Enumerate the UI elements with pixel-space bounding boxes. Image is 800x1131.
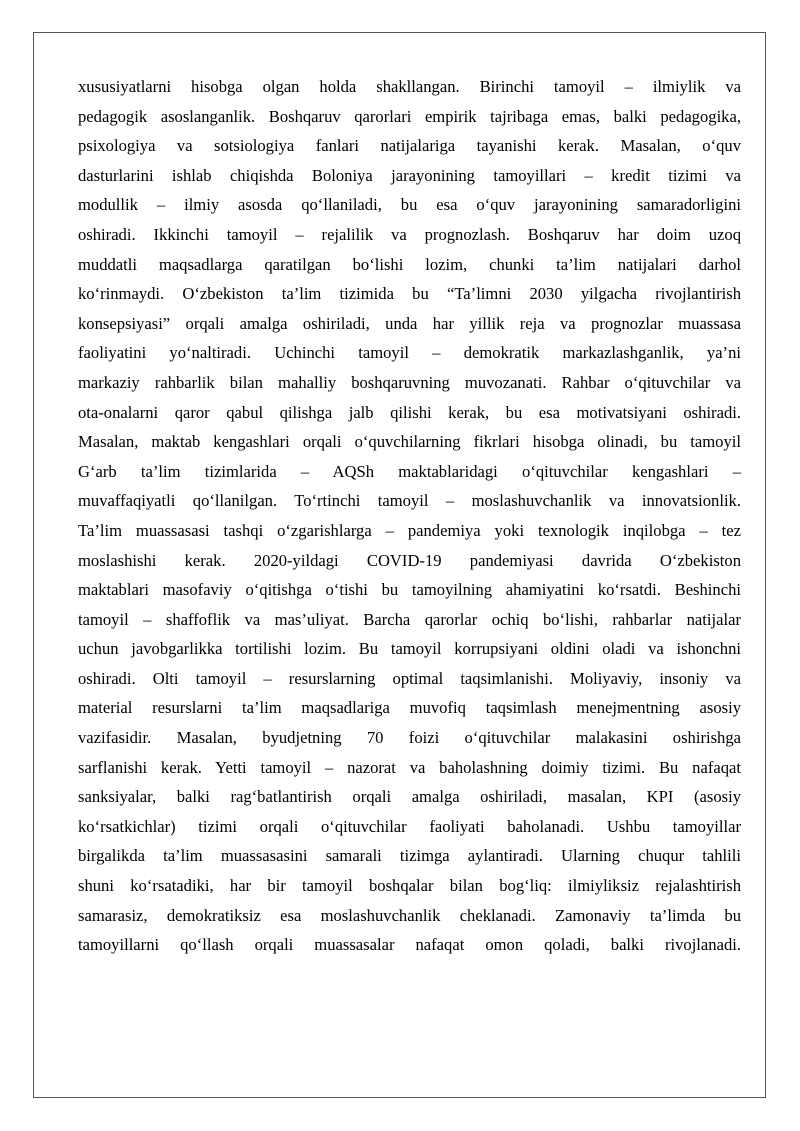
body-text — [78, 72, 741, 960]
text-line: tamoyillarni qo‘llash orqali muassasalar nafaqat omon qoladi, balki rivojlanadi. — [78, 935, 741, 955]
text-line: samarasiz, demokratiksiz esa moslashuvchanlik cheklanadi. Zamonaviy ta’limda bu — [78, 905, 741, 925]
text-line: ko‘rinmaydi. O‘zbekiston ta’lim tizimida bu “Ta’limni 2030 yilgacha rivojlantirish — [78, 284, 741, 304]
text-line: modullik – ilmiy asosda qo‘llaniladi, bu esa o‘quv jarayonining samaradorligini — [78, 195, 741, 215]
text-line: sanksiyalar, balki rag‘batlantirish orqali amalga oshiriladi, masalan, KPI (asosiy — [78, 787, 741, 807]
text-line: muvaffaqiyatli qo‘llanilgan. To‘rtinchi tamoyil – moslashuvchanlik va innovatsionlik. — [78, 491, 741, 511]
text-line: pedagogik asoslanganlik. Boshqaruv qarorlari empirik tajribaga emas, balki pedagogika, — [78, 106, 741, 126]
text-line: Masalan, maktab kengashlari orqali o‘quvchilarning fikrlari hisobga olinadi, bu tamoyil — [78, 432, 741, 452]
text-line: xususiyatlarni hisobga olgan holda shakllangan. Birinchi tamoyil – ilmiylik va — [78, 77, 741, 96]
text-line: G‘arb ta’lim tizimlarida – AQSh maktablaridagi o‘qituvchilar kengashlari – — [78, 461, 741, 481]
text-line: dasturlarini ishlab chiqishda Boloniya jarayonining tamoyillari – kredit tizimi va — [78, 165, 741, 185]
text-line: shuni ko‘rsatadiki, har bir tamoyil boshqalar bilan bog‘liq: ilmiyliksiz rejalashtirish — [78, 876, 741, 896]
text-line: uchun javobgarlikka tortilishi lozim. Bu tamoyil korrupsiyani oldini oladi va ishonchni — [78, 639, 741, 659]
text-line: vazifasidir. Masalan, byudjetning 70 foizi o‘qituvchilar malakasini oshirishga — [78, 728, 741, 748]
text-line: moslashishi kerak. 2020-yildagi COVID-19 pandemiyasi davrida O‘zbekiston — [78, 550, 741, 570]
text-line: tamoyil – shaffoflik va mas’uliyat. Barcha qarorlar ochiq bo‘lishi, rahbarlar natijalar — [78, 609, 741, 629]
text-line: ota-onalarni qaror qabul qilishga jalb qilishi kerak, bu esa motivatsiyani oshiradi. — [78, 402, 741, 422]
text-line: oshiradi. Ikkinchi tamoyil – rejalilik va prognozlash. Boshqaruv har doim uzoq — [78, 224, 741, 244]
text-line: konsepsiyasi” orqali amalga oshiriladi, unda har yillik reja va prognozlar muassasa — [78, 313, 741, 333]
text-line: sarflanishi kerak. Yetti tamoyil – nazorat va baholashning doimiy tizimi. Bu nafaqat — [78, 757, 741, 777]
text-line: Ta’lim muassasasi tashqi o‘zgarishlarga – pandemiya yoki texnologik inqilobga – tez — [78, 520, 741, 540]
text-line: birgalikda ta’lim muassasasini samarali tizimga aylantiradi. Ularning chuqur tahlili — [78, 846, 741, 866]
text-line: muddatli maqsadlarga qaratilgan bo‘lishi lozim, chunki ta’lim natijalari darhol — [78, 254, 741, 274]
text-line: material resurslarni ta’lim maqsadlariga muvofiq taqsimlash menejmentning asosiy — [78, 698, 741, 718]
text-line: markaziy rahbarlik bilan mahalliy boshqaruvning muvozanati. Rahbar o‘qituvchilar va — [78, 372, 741, 392]
text-line: ko‘rsatkichlar) tizimi orqali o‘qituvchilar faoliyati baholanadi. Ushbu tamoyillar — [78, 816, 741, 836]
text-line: oshiradi. Olti tamoyil – resurslarning optimal taqsimlanishi. Moliyaviy, insoniy va — [78, 668, 741, 688]
text-line: maktablari masofaviy o‘qitishga o‘tishi bu tamoyilning ahamiyatini ko‘rsatdi. Beshinchi — [78, 580, 741, 600]
text-line: faoliyatini yo‘naltiradi. Uchinchi tamoyil – demokratik markazlashganlik, ya’ni — [78, 343, 741, 363]
text-line: psixologiya va sotsiologiya fanlari natijalariga tayanishi kerak. Masalan, o‘quv — [78, 136, 741, 156]
